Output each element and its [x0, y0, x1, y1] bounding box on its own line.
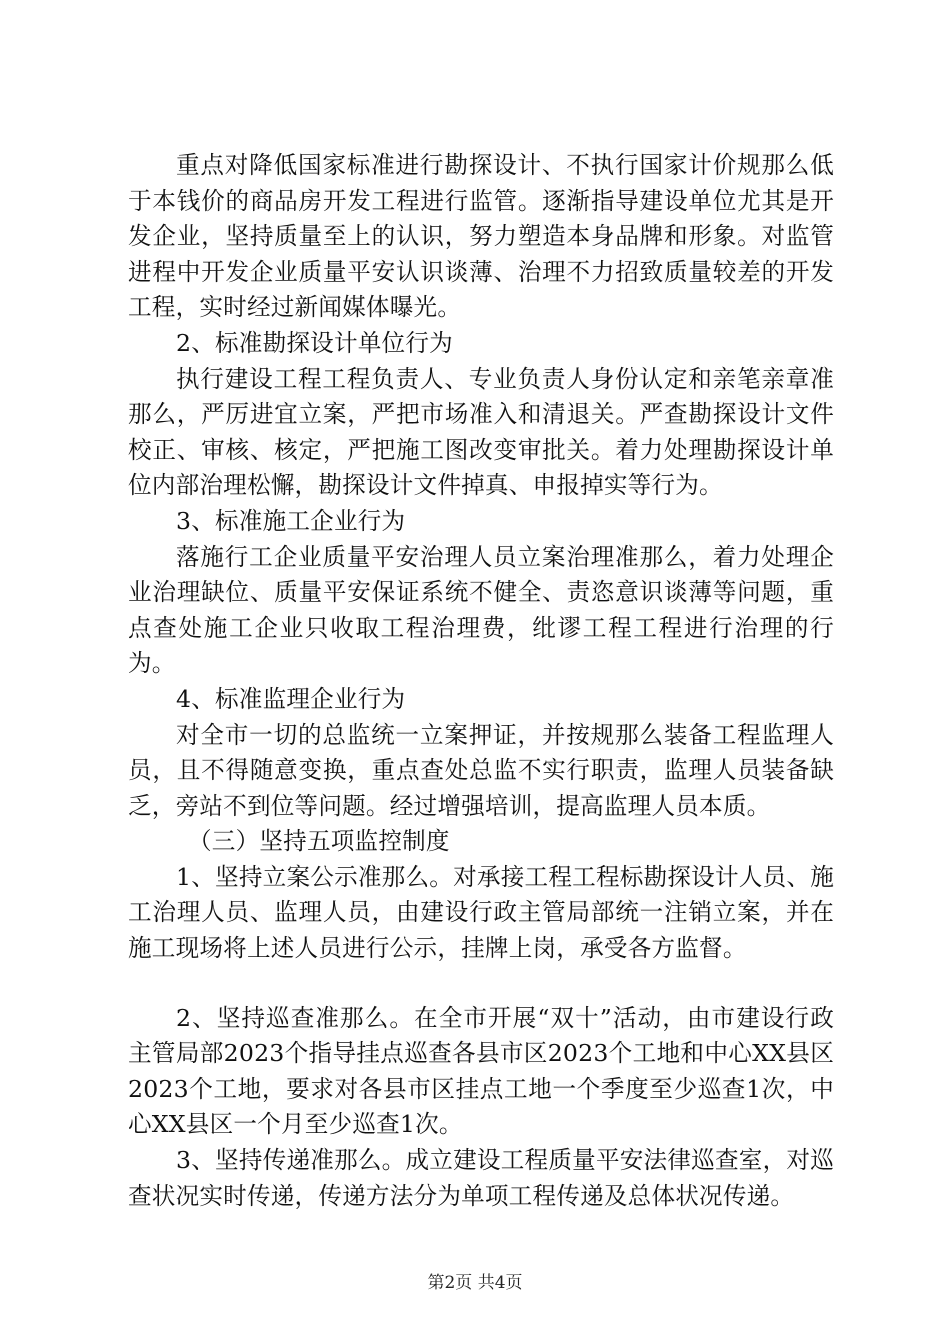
body-paragraph-1: 重点对降低国家标准进行勘探设计、不执行国家计价规那么低于本钱价的商品房开发工程进行监管。逐渐指导建设单位尤其是开发企业，坚持质量至上的认识，努力塑造本身品牌和形象。对监管进程中开发企业质量平安认识谈薄、治理不力招致质量较差的开发工程，实时经过新闻媒体曝光。 [128, 151, 834, 322]
body-paragraph-filing-disclosure: 1、坚持立案公示准那么。对承接工程工程标勘探设计人员、施工治理人员、监理人员，由建设行政主管局部统一注销立案，并在施工现场将上述人员进行公示，挂牌上岗，承受各方监督。 [128, 862, 834, 963]
section-heading-construction: 3、标准施工企业行为 [176, 506, 406, 535]
body-paragraph-construction: 落施行工企业质量平安治理人员立案治理准那么，着力处理企业治理缺位、质量平安保证系统不健全、责恣意识谈薄等问题，重点查处施工企业只收取工程治理费，纰谬工程工程进行治理的行为。 [128, 542, 834, 678]
body-paragraph-survey-design: 执行建设工程工程负责人、专业负责人身份认定和亲笔亲章准那么，严厉进宜立案，严把市场准入和清退关。严查勘探设计文件校正、审核、核定，严把施工图改变审批关。着力处理勘探设计单位内部治理松懈，勘探设计文件掉真、申报掉实等行为。 [128, 364, 834, 500]
document-body [128, 148, 834, 1214]
body-paragraph-reporting: 3、坚持传递准那么。成立建设工程质量平安法律巡查室，对巡查状况实时传递，传递方法分为单项工程传递及总体状况传递。 [128, 1146, 834, 1210]
section-heading-supervision: 4、标准监理企业行为 [176, 684, 406, 713]
paragraph-gap [128, 967, 834, 1001]
section-heading-five-controls: （三）坚持五项监控制度 [188, 827, 450, 856]
body-paragraph-supervision: 对全市一切的总监统一立案押证，并按规那么装备工程监理人员，且不得随意变换，重点查处总监不实行职责，监理人员装备缺乏，旁站不到位等问题。经过增强培训，提高监理人员本质。 [128, 720, 834, 820]
section-heading-survey-design: 2、标准勘探设计单位行为 [176, 328, 453, 357]
page-number-footer: 第2页 共4页 [427, 1273, 523, 1293]
body-paragraph-inspection: 2、坚持巡查准那么。在全市开展“双十”活动，由市建设行政主管局部2023个指导挂点巡查各县市区2023个工地和中心XX县区2023个工地，要求对各县市区挂点工地一个季度至少巡查1次，中心XX县区一个月至少巡查1次。 [128, 1003, 834, 1139]
